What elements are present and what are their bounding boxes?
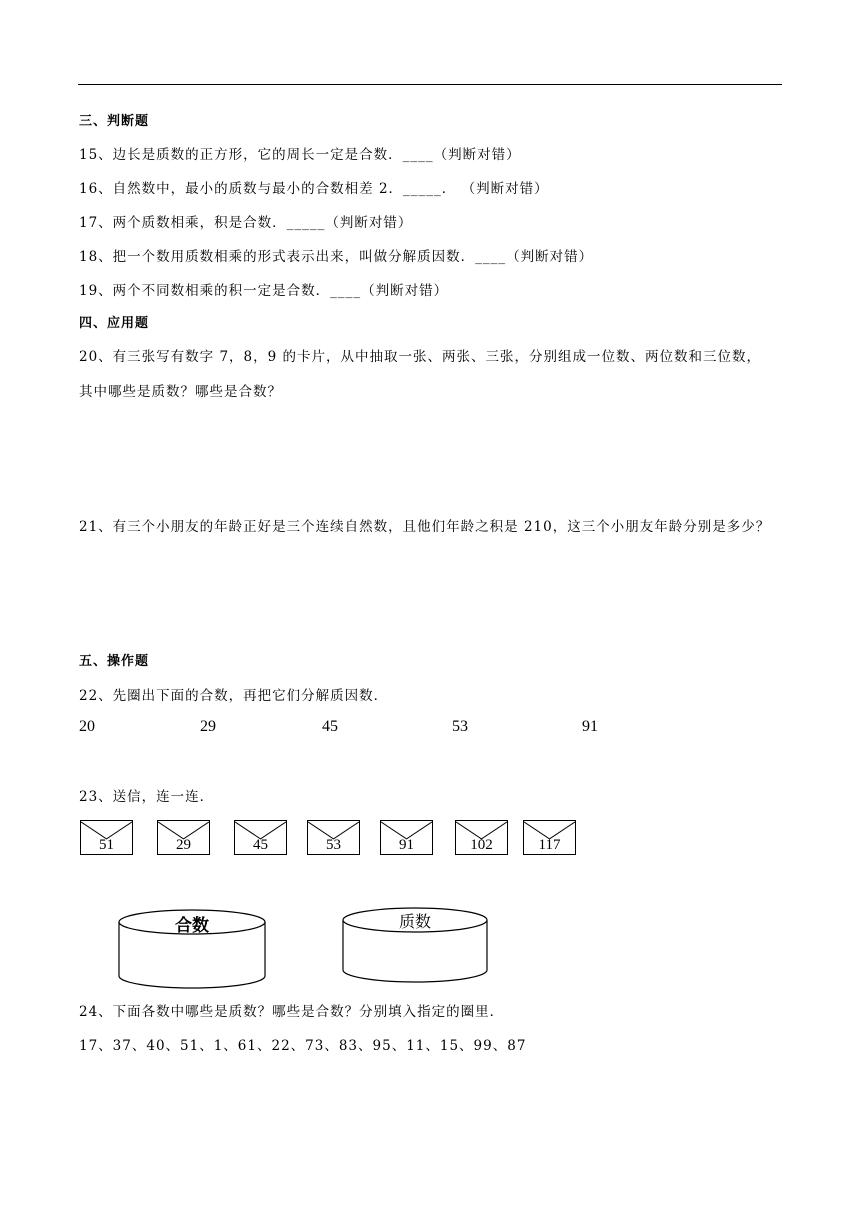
envelope-number: 91 xyxy=(399,837,414,853)
envelope-number: 45 xyxy=(253,837,268,853)
question-24: 24、下面各数中哪些是质数？哪些是合数？分别填入指定的圈里． xyxy=(79,1004,505,1020)
question-20-line-1: 20、有三张写有数字 7，8，9 的卡片，从中抽取一张、两张、三张，分别组成一位数、两位数和三位数， xyxy=(79,349,762,365)
envelope-number: 117 xyxy=(538,837,561,853)
envelope[interactable] xyxy=(80,820,133,855)
envelope-number: 53 xyxy=(326,837,341,853)
envelope[interactable] xyxy=(157,820,210,855)
section-4-title: 四、应用题 xyxy=(79,316,150,331)
envelope[interactable] xyxy=(234,820,287,855)
question-24-numbers: 17、37、40、51、1、61、22、73、83、95、11、15、99、87 xyxy=(79,1038,527,1054)
q22-number: 45 xyxy=(322,718,338,735)
q22-number: 91 xyxy=(582,718,598,735)
q22-number: 20 xyxy=(79,718,95,735)
composite-box[interactable] xyxy=(118,906,266,990)
section-5-title: 五、操作题 xyxy=(79,654,150,669)
header-rule xyxy=(78,84,782,85)
question-15: 15、边长是质数的正方形，它的周长一定是合数．____（判断对错） xyxy=(79,147,521,163)
question-21: 21、有三个小朋友的年龄正好是三个连续自然数，且他们年龄之积是 210，这三个小朋友年龄分别是多少？ xyxy=(79,519,771,535)
prime-box-label: 质数 xyxy=(398,912,431,931)
envelope-number: 51 xyxy=(99,837,114,853)
envelope[interactable] xyxy=(523,820,576,855)
envelope-number: 29 xyxy=(176,837,191,853)
envelope-number: 102 xyxy=(470,837,493,853)
prime-box[interactable] xyxy=(342,904,488,984)
q22-number: 53 xyxy=(452,718,468,735)
envelope[interactable] xyxy=(380,820,433,855)
question-18: 18、把一个数用质数相乘的形式表示出来，叫做分解质因数．____（判断对错） xyxy=(79,249,594,265)
envelope[interactable] xyxy=(455,820,508,855)
question-20-line-2: 其中哪些是质数？哪些是合数？ xyxy=(79,384,282,400)
question-23: 23、送信，连一连． xyxy=(79,789,215,805)
composite-box-label: 合数 xyxy=(175,916,209,936)
q22-number: 29 xyxy=(200,718,216,735)
question-17: 17、两个质数相乘，积是合数．_____（判断对错） xyxy=(79,215,413,231)
envelope[interactable] xyxy=(307,820,360,855)
question-19: 19、两个不同数相乘的积一定是合数．____（判断对错） xyxy=(79,283,449,299)
question-16: 16、自然数中，最小的质数与最小的合数相差 2．_____． （判断对错） xyxy=(79,181,549,197)
question-22: 22、先圈出下面的合数，再把它们分解质因数． xyxy=(79,688,389,704)
section-3-title: 三、判断题 xyxy=(79,114,150,129)
